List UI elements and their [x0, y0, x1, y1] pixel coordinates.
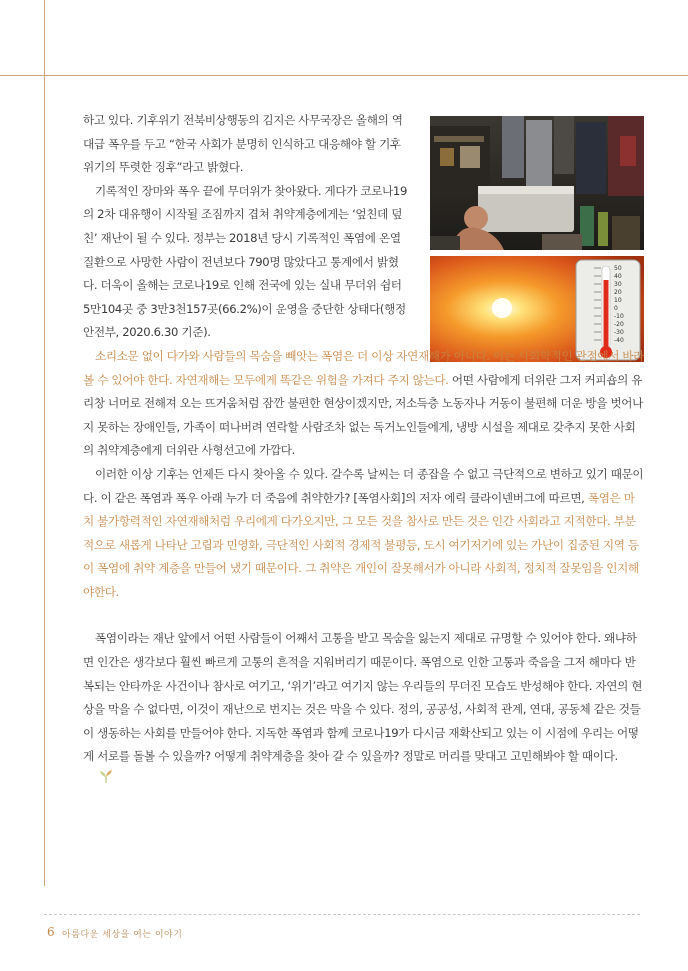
header-rule	[0, 75, 688, 76]
paragraph-1: 하고 있다. 기후위기 전북비상행동의 김지은 사무국장은 올해의 역대급 폭우를 두고 “한국 사회가 분명히 인식하고 대응해야 할 기후위기의 뚜렷한 징후”라고 밝혔다.	[83, 113, 403, 175]
highlight-text: 소리소문 없이 다가와 사람들의 목숨을 빼앗는 폭염은 더 이상 자연재해가 아니다. 이는 사회학적인 관점에서 바라볼 수 있어야 한다. 자연재해는 모두에게 똑같은 위험을 가져다 주지 않는다.	[83, 348, 645, 387]
sprout-end-icon	[86, 769, 114, 793]
paragraph-5	[83, 627, 645, 792]
paragraph-2: 기록적인 장마와 폭우 끝에 무더위가 찾아왔다. 게다가 코로나19의 2차 대유행이 시작될 조짐까지 겹쳐 취약계층에게는 ‘엎친데 덮친’ 재난이 될 수 있다. 정부는 2018년 당시 기록적인 폭염에 온열질환으로 사망한 사람이 전년보다 790명 많았다고 통계에서 밝혔다. 더욱이 올해는 코로나19로 인해 전국에 있는 실내 무더위 쉼터 5만104곳 중 3만3천157곳(66.2%)이 운영을 중단한 상태다(행정안전부, 2020.6.30 기준).	[83, 183, 407, 340]
highlight-text: 폭염은 마치 불가항력적인 자연재해처럼 우리에게 다가오지만, 그 모든 것을 참사로 만든 것은 인간 사회라고 지적한다. 부분적으로 새롭게 나타난 고립과 민영화, 극단적인 사회적 경제적 불평등, 도시 여기저기에 있는 가난이 집중된 지역 등이 폭염에 취약 계층을 만들어 냈기 때문이다. 그 취약은 개인이 잘못해서가 아니라 사회적, 정치적 잘못임을 인지해야한다.	[83, 490, 639, 599]
thermometer-tick-label: 20	[614, 289, 622, 296]
footer-rule	[44, 914, 640, 915]
paragraph-4	[83, 463, 645, 605]
thermometer-tick-label: 10	[614, 297, 622, 304]
thermometer-tick-label: 30	[614, 281, 622, 288]
article-body	[83, 109, 645, 793]
thermometer-tick-label: -10	[614, 313, 624, 320]
margin-rule	[44, 0, 45, 886]
thermometer-tick-label: 40	[614, 273, 622, 280]
thermometer-tick-label: 50	[614, 265, 622, 272]
thermometer-tick-label: -40	[614, 337, 624, 344]
page-number: 6	[47, 925, 55, 939]
paragraph-gap	[83, 604, 645, 627]
body-text: 어떤 사람에게 더위란 그저 커피숍의 유리창 너머로 전해져 오는 뜨거움처럼 잠깐 불편한 현상이겠지만, 저소득층 노동자나 거동이 불편해 더운 방을 벗어나지 못하는 장애인들, 가족이 떠나버려 연락할 사람조차 없는 독거노인들에게, 냉방 시설을 제대로 갖추지 못한 사회의 취약계층에게 더위란 사형선고에 가깝다.	[83, 372, 643, 458]
body-text: 폭염이라는 재난 앞에서 어떤 사람들이 어째서 고통을 받고 목숨을 잃는지 제대로 규명할 수 있어야 한다. 왜냐하면 인간은 생각보다 훨씬 빠르게 고통의 흔적을 지워버리기 때문이다. 폭염으로 인한 고통과 죽음을 그저 해마다 반복되는 안타까운 사건이나 참사로 여기고, ‘위기’라고 여기지 않는 우리들의 무더진 모습도 반성해야 한다. 자연의 현상을 막을 수 없다면, 이것이 재난으로 번지는 것은 막을 수 있다. 정의, 공공성, 사회적 관계, 연대, 공동체 같은 것들이 생동하는 사회를 만들어야 한다. 지독한 폭염과 함께 코로나19가 다시금 재확산되고 있는 이 시점에 우리는 어떻게 서로를 돌볼 수 있을까? 어떻게 취약계층을 찾아 갈 수 있을까? 정말로 머리를 맞대고 고민해봐야 할 때이다.	[83, 631, 643, 764]
body-text: 이러한 이상 기후는 언제든 다시 찾아올 수 있다. 갈수록 날씨는 더 종잡을 수 없고 극단적으로 변하고 있기 때문이다. 이 같은 폭염과 폭우 아래 누가 더 죽음에 취약한가? [폭염사회]의 저자 에릭 클라이넨버그에 따르면,	[83, 466, 644, 505]
running-title: 아름다운 세상을 여는 이야기	[62, 930, 183, 940]
thermometer-tick-label: -20	[614, 321, 624, 328]
thermometer-tick-label: -30	[614, 329, 624, 336]
thermometer-tick-label: 0	[614, 305, 618, 312]
paragraph-3	[83, 345, 645, 463]
